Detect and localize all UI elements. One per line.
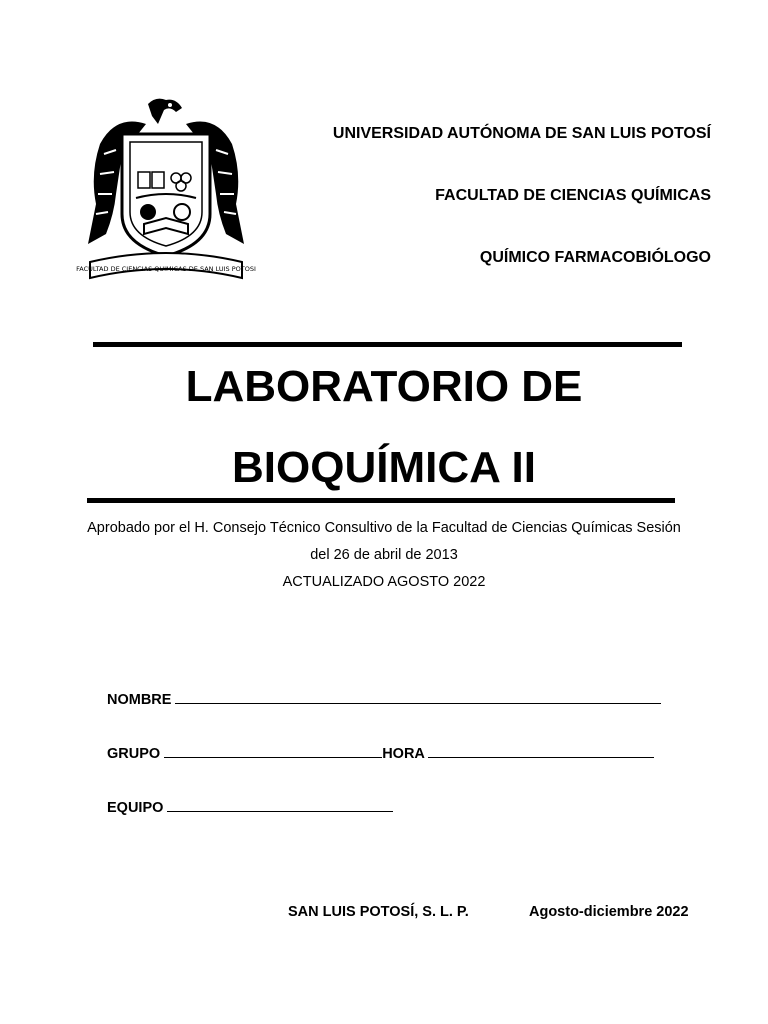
hora-blank-line[interactable] [428, 743, 654, 758]
university-coat-of-arms-icon [76, 94, 256, 284]
program-name: QUÍMICO FARMACOBIÓLOGO [479, 249, 711, 266]
svg-text:FACULTAD DE CIENCIAS QUIMICAS: FACULTAD DE CIENCIAS QUIMICAS DE SAN LUIS POTOSI [76, 265, 256, 273]
nombre-blank-line[interactable] [175, 689, 661, 704]
title-line-2: BIOQUÍMICA II [232, 443, 536, 492]
grupo-blank-line[interactable] [164, 743, 382, 758]
title-bottom-rule [87, 498, 675, 503]
equipo-blank-line[interactable] [167, 797, 393, 812]
faculty-name: FACULTAD DE CIENCIAS QUÍMICAS [435, 187, 711, 204]
hora-label: HORA [382, 746, 425, 762]
footer-period: Agosto-diciembre 2022 [529, 904, 689, 920]
footer-place: SAN LUIS POTOSÍ, S. L. P. [288, 904, 469, 920]
grupo-hora-field [107, 743, 654, 762]
approval-line-2: del 26 de abril de 2013 [310, 547, 458, 563]
title-line-1: LABORATORIO DE [185, 362, 583, 411]
grupo-label: GRUPO [107, 746, 161, 762]
title-top-rule [93, 342, 682, 347]
nombre-field [107, 689, 661, 708]
equipo-label: EQUIPO [107, 800, 164, 816]
approval-line-1: Aprobado por el H. Consejo Técnico Consultivo de la Facultad de Ciencias Químicas Sesión [87, 520, 681, 536]
approval-line-3: ACTUALIZADO AGOSTO 2022 [282, 574, 486, 590]
nombre-label: NOMBRE [107, 692, 172, 708]
equipo-field [107, 797, 393, 816]
university-name: UNIVERSIDAD AUTÓNOMA DE SAN LUIS POTOSÍ [332, 125, 711, 142]
